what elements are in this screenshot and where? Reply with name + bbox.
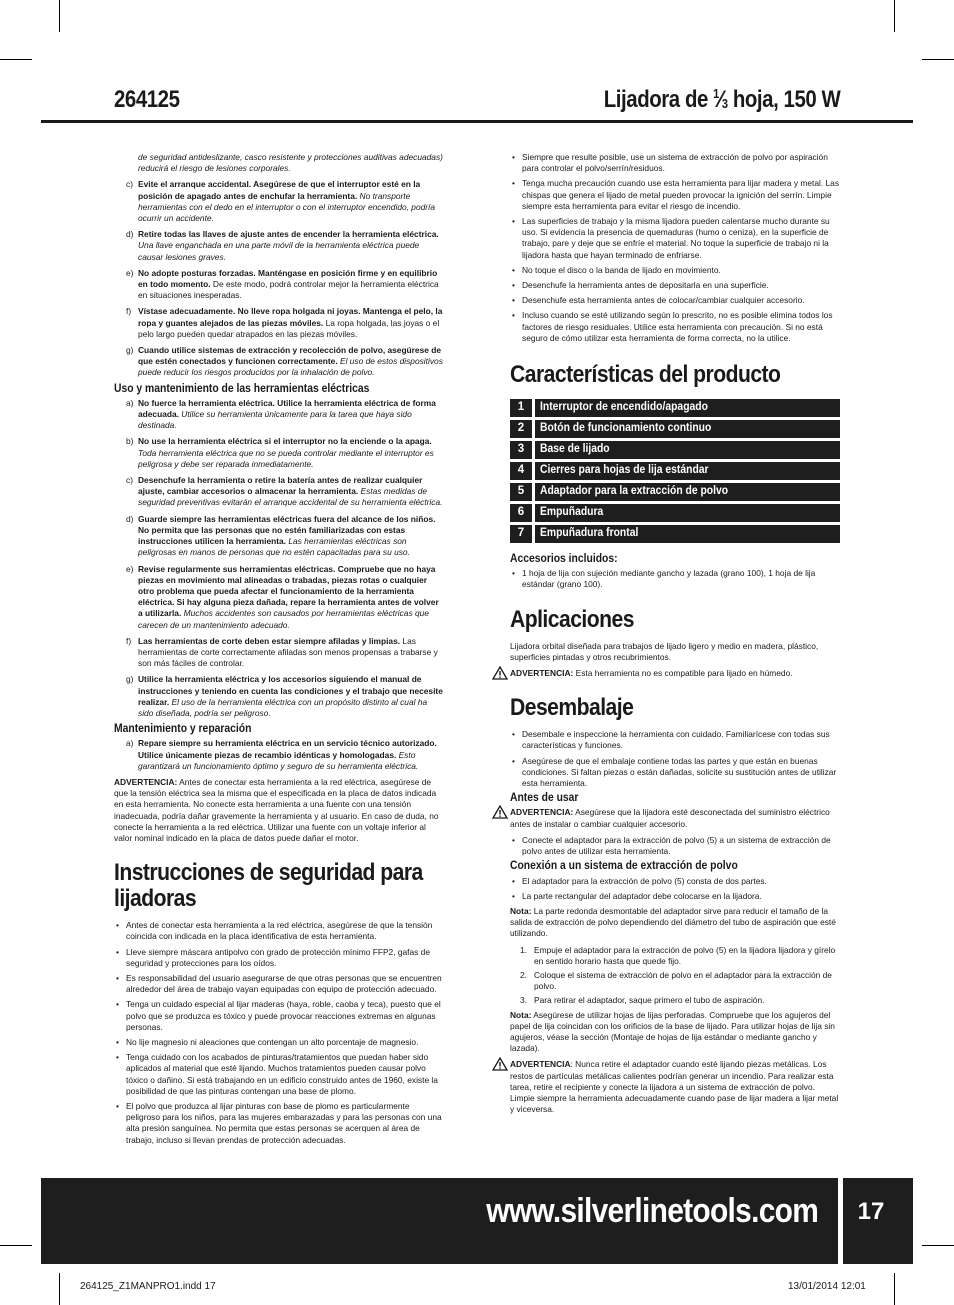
- list-item: g) Cuando utilice sistemas de extracción y recolección de polvo, asegúrese de que estén conectados y funcionen correctamente. El uso de estos dispositivos puede reducir los riesgos producidos por la inhalación de polvo.: [126, 345, 443, 378]
- instr-bullets: [114, 920, 444, 1146]
- crop-mark: [922, 59, 954, 60]
- feature-label: Base de lijado: [540, 443, 610, 456]
- continued-text: de seguridad antideslizante, casco resistente y protecciones auditivas adecuadas) reducirá el riesgo de lesiones corporales.: [138, 152, 443, 174]
- bullet-item: • No lije magnesio ni aleaciones que contengan un alto porcentaje de magnesio.: [114, 1037, 444, 1048]
- accessories-heading: Accesorios incluidos:: [510, 553, 618, 566]
- before-use-heading: Antes de usar: [510, 792, 579, 805]
- step-item: [510, 945, 840, 967]
- list-item: b) No use la herramienta eléctrica si el interruptor no la enciende o la apaga. Toda herramienta eléctrica que no se pueda controlar mediante el interruptor es peligrosa y debe ser reparada inmediatamente.: [126, 436, 434, 469]
- step-text: Empuje el adaptador para la extracción de polvo (5) en la lijadora lijadora y gírelo en sentido horario hasta que quede fijo.: [534, 944, 836, 966]
- file-slug: 264125_Z1MANPRO1.indd 17: [80, 1281, 216, 1292]
- crop-mark: [59, 0, 60, 32]
- safety-list: [114, 179, 444, 378]
- bullet-item: • Tenga un cuidado especial al lijar maderas (haya, roble, caoba y teca), puesto que el polvo que se produzca es tóxico y puede provocar reacciones extremas en algunas personas.: [114, 999, 444, 1033]
- warning-icon: [492, 1057, 508, 1071]
- applications-warning: ADVERTENCIA: Esta herramienta no es compatible para lijado en húmedo.: [510, 668, 840, 679]
- bullet-item: • La parte rectangular del adaptador debe colocarse en la lijadora.: [510, 891, 840, 902]
- bullet-item: • Desembale e inspeccione la herramienta con cuidado. Familiarícese con todas sus características y funciones.: [510, 729, 840, 751]
- crop-mark: [0, 59, 32, 60]
- list-item: d) Guarde siempre las herramientas eléctricas fuera del alcance de los niños. No permita que las personas que no estén familiarizadas con estas instrucciones utilicen la herramienta. Las herramientas eléctricas son peligrosas en manos de personas que no estén capacitadas para su uso.: [126, 513, 436, 558]
- section-heading-aplicaciones: Aplicaciones: [510, 605, 634, 633]
- list-letter: g): [126, 674, 134, 685]
- feature-row: [510, 504, 840, 522]
- feature-label: Botón de funcionamiento continuo: [540, 422, 712, 435]
- accessories-item: • 1 hoja de lija con sujeción mediante gancho y lazada (grano 100), 1 hoja de lija estándar (grano 100).: [510, 568, 840, 590]
- bullet-item: • Desenchufe esta herramienta antes de colocar/cambiar cualquier accesorio.: [510, 295, 840, 306]
- bullet-item: • Asegúrese de que el embalaje contiene todas las partes y que están en buenas condiciones. Si faltan piezas o están dañadas, solicite su sustitución antes de utilizar esta herramienta.: [510, 756, 840, 790]
- steps-list: [510, 945, 840, 1007]
- section-heading-instrucciones: Instrucciones de seguridad para lijadoras: [114, 859, 423, 913]
- feature-cell: [535, 399, 840, 417]
- connection-heading: Conexión a un sistema de extracción de polvo: [510, 860, 738, 873]
- page-number-box: [843, 1178, 913, 1264]
- list-letter: f): [126, 306, 132, 317]
- section-heading-uso: Uso y mantenimiento de las herramientas eléctricas: [114, 382, 370, 395]
- bullet-item: • Incluso cuando se esté utilizando según lo prescrito, no es posible elimina todos los factores de riesgo residuales. Utilice esta herramienta con precaución. Si no está seguro de cómo utilizar esta herramienta de forma correcta, no la utilice.: [510, 310, 840, 344]
- bullet-item: • El adaptador para la extracción de polvo (5) consta de dos partes.: [510, 876, 840, 887]
- section-heading-caracteristicas: Características del producto: [510, 361, 781, 389]
- feature-row: [510, 420, 840, 438]
- date-slug: 13/01/2014 12:01: [788, 1281, 866, 1292]
- model-code: 264125: [114, 86, 180, 113]
- feature-number: 3: [510, 441, 532, 459]
- feature-cell: [535, 525, 840, 543]
- final-warning: ADVERTENCIA: Nunca retire el adaptador cuando esté lijando piezas metálicas. Los restos de partículas metálicas calientes podrían generar un incendio. Para realizar esta tarea, retire el recipiente y conecte la lijadora a un sistema de extracción de polvo. Limpie siempre la herramienta adecuadamente cuando pase de lijar madera a lijar metal y viceversa.: [510, 1059, 840, 1115]
- right-bullets: [510, 152, 840, 344]
- feature-number: 6: [510, 504, 532, 522]
- feature-number: 2: [510, 420, 532, 438]
- feature-cell: [535, 462, 840, 480]
- list-item: f) Las herramientas de corte deben estar siempre afiladas y limpias. Las herramientas de corte correctamente afiladas son menos propensas a trabarse y son más fáciles de controlar.: [126, 635, 438, 669]
- list-item: c) Evite el arranque accidental. Asegúrese de que el interruptor esté en la posición de apagado antes de enchufar la herramienta. No transporte herramientas con el dedo en el interruptor o con el interruptor encendido, podría ocurrir un accidente.: [126, 179, 436, 224]
- left-column: [114, 152, 444, 1150]
- bullet-item: • Lleve siempre máscara antipolvo con grado de protección mínimo FFP2, gafas de seguridad y protecciones para los oídos.: [114, 947, 444, 969]
- list-letter: b): [126, 436, 134, 447]
- step-item: [510, 970, 840, 992]
- step-item: [510, 995, 840, 1006]
- bullet-item: • Antes de conectar esta herramienta a la red eléctrica, asegúrese de que la tensión coincida con indicada en la placa identificativa de esta herramienta.: [114, 920, 444, 942]
- list-item: e) Revise regularmente sus herramientas eléctricas. Compruebe que no haya piezas en movimiento mal alineadas o trabadas, piezas rotas o cualquier otro problema que pueda afectar el funcionamiento de la herramienta eléctrica. Si hay alguna pieza dañada, repare la herramienta antes de volver a utilizarla. Muchos accidentes son causados por herramientas eléctricas que carecen de un mantenimiento adecuado.: [126, 563, 439, 630]
- connection-bullets: [510, 876, 840, 902]
- bullet-item: • Las superficies de trabajo y la misma lijadora pueden calentarse mucho durante su uso. Si evidencia la presencia de quemaduras (humo o ceniza), en la superficie de trabajo, pare y deje que se enfríe el material. No toque la superficie de trabajo ni la lijadora hasta que hayan terminado de enfriarse.: [510, 216, 840, 261]
- features-table: [510, 396, 840, 546]
- feature-label: Interruptor de encendido/apagado: [540, 401, 708, 414]
- step-number: 1.: [520, 944, 527, 955]
- page-number: 17: [857, 1198, 885, 1225]
- list-letter: g): [126, 345, 134, 356]
- list-item: c) Desenchufe la herramienta o retire la batería antes de realizar cualquier ajuste, cambiar accesorios o almacenar la herramienta. Estas medidas de seguridad preventivas evitarán el arranque accidental de su herramienta eléctrica.: [126, 475, 443, 508]
- feature-label: Empuñadura frontal: [540, 527, 639, 540]
- bullet-item: • Es responsabilidad del usuario asegurarse de que otras personas que se encuentren alrededor del área de trabajo vayan equipadas con equipo de protección adecuado.: [114, 973, 444, 995]
- bullet-item: • No toque el disco o la banda de lijado en movimiento.: [510, 265, 840, 276]
- page-header: [41, 84, 913, 122]
- list-letter: d): [126, 513, 134, 524]
- section-heading-mantenimiento: Mantenimiento y reparación: [114, 723, 252, 736]
- crop-mark: [894, 0, 895, 32]
- step-number: 3.: [520, 995, 527, 1006]
- right-column: [510, 152, 840, 1120]
- feature-cell: [535, 504, 840, 522]
- feature-number: 1: [510, 399, 532, 417]
- feature-row: [510, 525, 840, 543]
- feature-row: [510, 399, 840, 417]
- list-letter: c): [126, 475, 133, 486]
- feature-row: [510, 441, 840, 459]
- feature-cell: [535, 420, 840, 438]
- list-letter: e): [126, 563, 134, 574]
- feature-number: 7: [510, 525, 532, 543]
- list-item: a) Repare siempre su herramienta eléctrica en un servicio técnico autorizado. Utilice únicamente piezas de recambio idénticas y homologadas. Esto garantizará un funcionamiento óptimo y seguro de su herramienta eléctrica.: [126, 738, 437, 771]
- bullet-item: • Conecte el adaptador para la extracción de polvo (5) a un sistema de extracción de polvo antes de utilizar esta herramienta.: [510, 835, 840, 857]
- page-footer: [41, 1178, 913, 1264]
- list-letter: c): [126, 179, 133, 190]
- list-item: e) No adopte posturas forzadas. Manténgase en posición firme y en equilibrio en todo momento. De este modo, podrá controlar mejor la herramienta eléctrica en situaciones inesperadas.: [126, 267, 439, 301]
- feature-cell: [535, 441, 840, 459]
- crop-mark: [894, 1273, 895, 1305]
- list-item: a) No fuerce la herramienta eléctrica. Utilice la herramienta eléctrica de forma adecuada. Utilice su herramienta únicamente para la tarea que haya sido destinada.: [126, 397, 436, 431]
- before-use-warning: ADVERTENCIA: Asegúrese que la lijadora esté desconectada del suministro eléctrico antes de instalar o cambiar cualquier accesorio.: [510, 807, 840, 829]
- warning-icon: [492, 805, 508, 819]
- note-2: Nota: Asegúrese de utilizar hojas de lijas perforadas. Compruebe que los agujeros del papel de lija coincidan con los orificios de la base de lijado. Para utilizar hojas de lija sin agujeros, véase la sección (Montaje de hojas de lija estándar o mediante gancho y lazada).: [510, 1009, 835, 1054]
- warning-paragraph: ADVERTENCIA: Antes de conectar esta herramienta a la red eléctrica, asegúrese de que la tensión eléctrica sea la misma que el especificada en la placa de datos indicada en esta herramienta. No conecte esta herramienta a una fuente con una tensión inadecuada, podría dañar gravemente la herramienta y al usuario. En caso de duda, no conecte la herramienta a la red eléctrica. Utilizar una fuente con un voltaje inferior al valor nominal indicado en la placa de datos puede dañar el motor.: [114, 776, 439, 843]
- uso-list: [114, 398, 444, 719]
- bullet-item: • Desenchufe la herramienta antes de depositarla en una superficie.: [510, 280, 840, 291]
- feature-number: 5: [510, 483, 532, 501]
- before-use-bullets: [510, 835, 840, 857]
- feature-row: [510, 483, 840, 501]
- feature-number: 4: [510, 462, 532, 480]
- note-1: Nota: La parte redonda desmontable del adaptador sirve para reducir el tamaño de la salida de extracción de polvo dependiendo del diámetro del tubo de aspiración que esté utilizando.: [510, 905, 836, 939]
- list-letter: a): [126, 397, 134, 408]
- bullet-item: • Tenga cuidado con los acabados de pinturas/tratamientos que puedan haber sido aplicados al material que esté lijando. Muchos tratamientos pueden causar polvo tóxico o dañino. Si está trabajando en un edificio construido antes de 1960, existe la posibilidad de que las pinturas contengan una base de plomo.: [114, 1052, 444, 1097]
- list-item: g) Utilice la herramienta eléctrica y los accesorios siguiendo el manual de instrucciones y teniendo en cuenta las condiciones y el trabajo que necesite realizar. El uso de la herramienta eléctrica con un propósito distinto al cual ha sido diseñada, podría ser peligroso.: [126, 674, 443, 718]
- website-link[interactable]: www.silverlinetools.com: [486, 1192, 818, 1230]
- section-heading-desembalaje: Desembalaje: [510, 694, 634, 722]
- mant-list: [114, 738, 444, 772]
- applications-text: Lijadora orbital diseñada para trabajos de lijado ligero y medio en madera, plástico, superficies pintadas y otros recubrimientos.: [510, 640, 819, 662]
- list-item: d) Retire todas las llaves de ajuste antes de encender la herramienta eléctrica. Una llave enganchada en una parte móvil de la herramienta eléctrica puede causar lesiones graves.: [126, 229, 439, 262]
- feature-cell: [535, 483, 840, 501]
- unpack-bullets: [510, 729, 840, 789]
- list-item: f) Vístase adecuadamente. No lleve ropa holgada ni joyas. Mantenga el pelo, la ropa y guantes alejados de las piezas móviles. La ropa holgada, las joyas o el pelo largo pueden quedar atrapados en las piezas móviles.: [126, 306, 443, 339]
- warning-icon: [492, 666, 508, 680]
- crop-mark: [59, 1273, 60, 1305]
- feature-label: Adaptador para la extracción de polvo: [540, 485, 729, 498]
- header-rule: [41, 120, 913, 123]
- step-text: Para retirar el adaptador, saque primero el tubo de aspiración.: [534, 995, 765, 1006]
- crop-mark: [922, 1245, 954, 1246]
- bullet-item: • Tenga mucha precaución cuando use esta herramienta para lijar madera y metal. Las chispas que genera el lijado de metal pueden provocar la ignición del serrín. Limpie siempre esta herramienta para evitar el riesgo de incendio.: [510, 178, 840, 212]
- crop-mark: [0, 1245, 32, 1246]
- list-letter: a): [126, 738, 134, 749]
- list-letter: e): [126, 267, 134, 278]
- step-text: Coloque el sistema de extracción de polvo en el adaptador para la extracción de polvo.: [534, 969, 832, 992]
- feature-label: Empuñadura: [540, 506, 604, 519]
- bullet-item: • El polvo que produzca al lijar pinturas con base de plomo es particularmente peligroso para los niños, para las mujeres embarazadas y para las personas con una alta presión sanguínea. No permita que estas personas se acerquen al área de trabajo, incluso si llevan prendas de protección adecuadas.: [114, 1101, 444, 1146]
- step-number: 2.: [520, 969, 527, 980]
- list-letter: f): [126, 635, 132, 646]
- page-title: Lijadora de $^1⁄_3$ hoja, 150 W: [603, 86, 840, 113]
- list-letter: d): [126, 229, 134, 240]
- feature-row: [510, 462, 840, 480]
- bullet-item: • Siempre que resulte posible, use un sistema de extracción de polvo por aspiración para controlar el polvo/serrín/residuos.: [510, 152, 840, 174]
- feature-label: Cierres para hojas de lija estándar: [540, 464, 709, 477]
